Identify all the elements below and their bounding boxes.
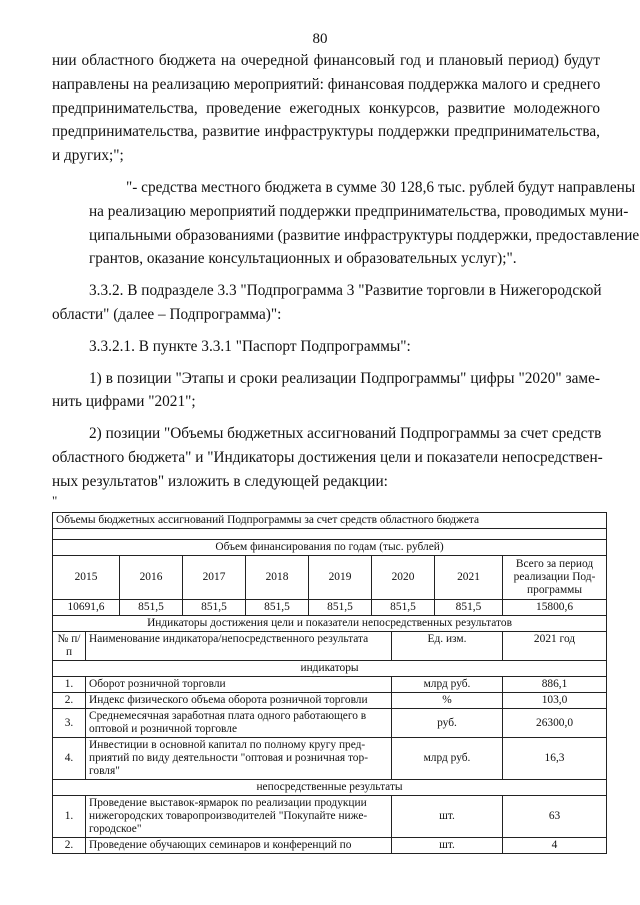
section-label: непосредственные результаты [53, 780, 607, 796]
paragraph-6 [52, 422, 603, 493]
amount-cell: 851,5 [435, 600, 503, 616]
paragraph-4 [52, 335, 600, 359]
text-line: предпринимательства, развитие инфраструктуры поддержки предпринимательства, [52, 123, 600, 141]
amount-cell: 851,5 [120, 600, 183, 616]
row-value: 26300,0 [503, 709, 607, 738]
section-label: индикаторы [53, 661, 607, 677]
text-line: "- средства местного бюджета в сумме 30 128,6 тыс. рублей будут направлены [126, 178, 636, 196]
row-name: Проведение обучающих семинаров и конференций по [86, 838, 392, 854]
col-header-unit: Ед. изм. [392, 632, 503, 661]
col-header-num: № п/п [53, 632, 86, 661]
page-number: 80 [312, 31, 328, 47]
text-line: области" (далее – Подпрограмма)": [52, 305, 282, 323]
row-unit: руб. [392, 709, 503, 738]
text-line: 3.3.2. В подразделе 3.3 "Подпрограмма 3 "Развитие торговли в Нижегородской [89, 282, 602, 300]
col-header-year: 2021 год [503, 632, 607, 661]
row-unit: млрд руб. [392, 677, 503, 693]
total-header: Всего за период реализации Под-программы [503, 556, 607, 600]
row-unit: шт. [392, 838, 503, 854]
year-cell: 2019 [309, 556, 372, 600]
year-cell: 2015 [53, 556, 120, 600]
year-cell: 2016 [120, 556, 183, 600]
row-num: 4. [53, 738, 86, 780]
table-row [53, 677, 607, 693]
row-name: Индекс физического объема оборота розничной торговли [86, 693, 392, 709]
amount-cell: 10691,6 [53, 600, 120, 616]
row-unit: % [392, 693, 503, 709]
indicators-title-row [53, 616, 607, 632]
opening-quote: " [52, 493, 58, 508]
row-unit: шт. [392, 796, 503, 838]
row-num: 1. [53, 677, 86, 693]
indicators-title: Индикаторы достижения цели и показатели непосредственных результатов [53, 616, 607, 632]
row-value: 886,1 [503, 677, 607, 693]
table-row [53, 693, 607, 709]
row-name: Среднемесячная заработная плата одного работающего в оптовой и розничной торговле [86, 709, 392, 738]
row-num: 3. [53, 709, 86, 738]
row-value: 63 [503, 796, 607, 838]
amount-cell: 851,5 [183, 600, 246, 616]
amounts-row [53, 600, 607, 616]
text-line: грантов, оказание консультационных и образовательных услуг);". [89, 250, 517, 268]
budget-title-row [53, 513, 607, 529]
paragraph-5 [52, 367, 600, 415]
column-header-row [53, 632, 607, 661]
paragraph-1 [52, 49, 600, 168]
row-value: 4 [503, 838, 607, 854]
text-line: предпринимательства, проведение ежегодных конкурсов, развитие молодежного [52, 99, 600, 117]
amount-cell: 851,5 [246, 600, 309, 616]
years-row [53, 556, 607, 600]
row-name: Инвестиции в основной капитал по полному кругу пред-приятий по виду деятельности "оптовая и розничная тор-говля" [86, 738, 392, 780]
row-num: 2. [53, 838, 86, 854]
row-value: 103,0 [503, 693, 607, 709]
financing-title-row [53, 540, 607, 556]
row-name: Оборот розничной торговли [86, 677, 392, 693]
text-line: направлены на реализацию мероприятий: финансовая поддержка малого и среднего [52, 75, 601, 93]
text-line: 2) позиции "Объемы бюджетных ассигнований Подпрограммы за счет средств [89, 425, 602, 443]
text-line: на реализацию мероприятий поддержки предпринимательства, проводимых муни- [89, 202, 629, 220]
text-line: ципальными образованиями (развитие инфраструктуры поддержки, предоставление [89, 226, 640, 244]
amount-cell: 851,5 [372, 600, 435, 616]
text-line: 3.3.2.1. В пункте 3.3.1 "Паспорт Подпрограммы": [89, 337, 411, 355]
text-line: нить цифрами "2021"; [52, 393, 196, 411]
table-row [53, 796, 607, 838]
row-num: 2. [53, 693, 86, 709]
spacer-row [53, 529, 607, 540]
year-cell: 2020 [372, 556, 435, 600]
text-line: нии областного бюджета на очередной финансовый год и плановый период) будут [52, 52, 600, 69]
year-cell: 2018 [246, 556, 309, 600]
section-indicators-row [53, 661, 607, 677]
row-unit: млрд руб. [392, 738, 503, 780]
row-value: 16,3 [503, 738, 607, 780]
section-results-row [53, 780, 607, 796]
col-header-name: Наименование индикатора/непосредственного результата [86, 632, 392, 661]
budget-title: Объемы бюджетных ассигнований Подпрограммы за счет средств областного бюджета [53, 513, 607, 529]
paragraph-2 [52, 176, 640, 271]
text-line: и других;"; [52, 147, 124, 165]
paragraph-3 [52, 279, 600, 327]
body-text [52, 49, 640, 494]
year-cell: 2017 [183, 556, 246, 600]
amount-cell: 851,5 [309, 600, 372, 616]
text-line: областного бюджета" и "Индикаторы достижения цели и показатели непосредствен- [52, 448, 603, 466]
table-row [53, 738, 607, 780]
total-amount: 15800,6 [503, 600, 607, 616]
row-name: Проведение выставок-ярмарок по реализации продукции нижегородских товаропроизводителей "Покупайте ниже-городское" [86, 796, 392, 838]
financing-title: Объем финансирования по годам (тыс. рублей) [53, 540, 607, 556]
row-num: 1. [53, 796, 86, 838]
text-line: ных результатов" изложить в следующей редакции: [52, 472, 388, 490]
table-row [53, 709, 607, 738]
year-cell: 2021 [435, 556, 503, 600]
subprogram-table [52, 512, 607, 854]
text-line: 1) в позиции "Этапы и сроки реализации Подпрограммы" цифры "2020" заме- [89, 369, 600, 387]
table-row [53, 838, 607, 854]
